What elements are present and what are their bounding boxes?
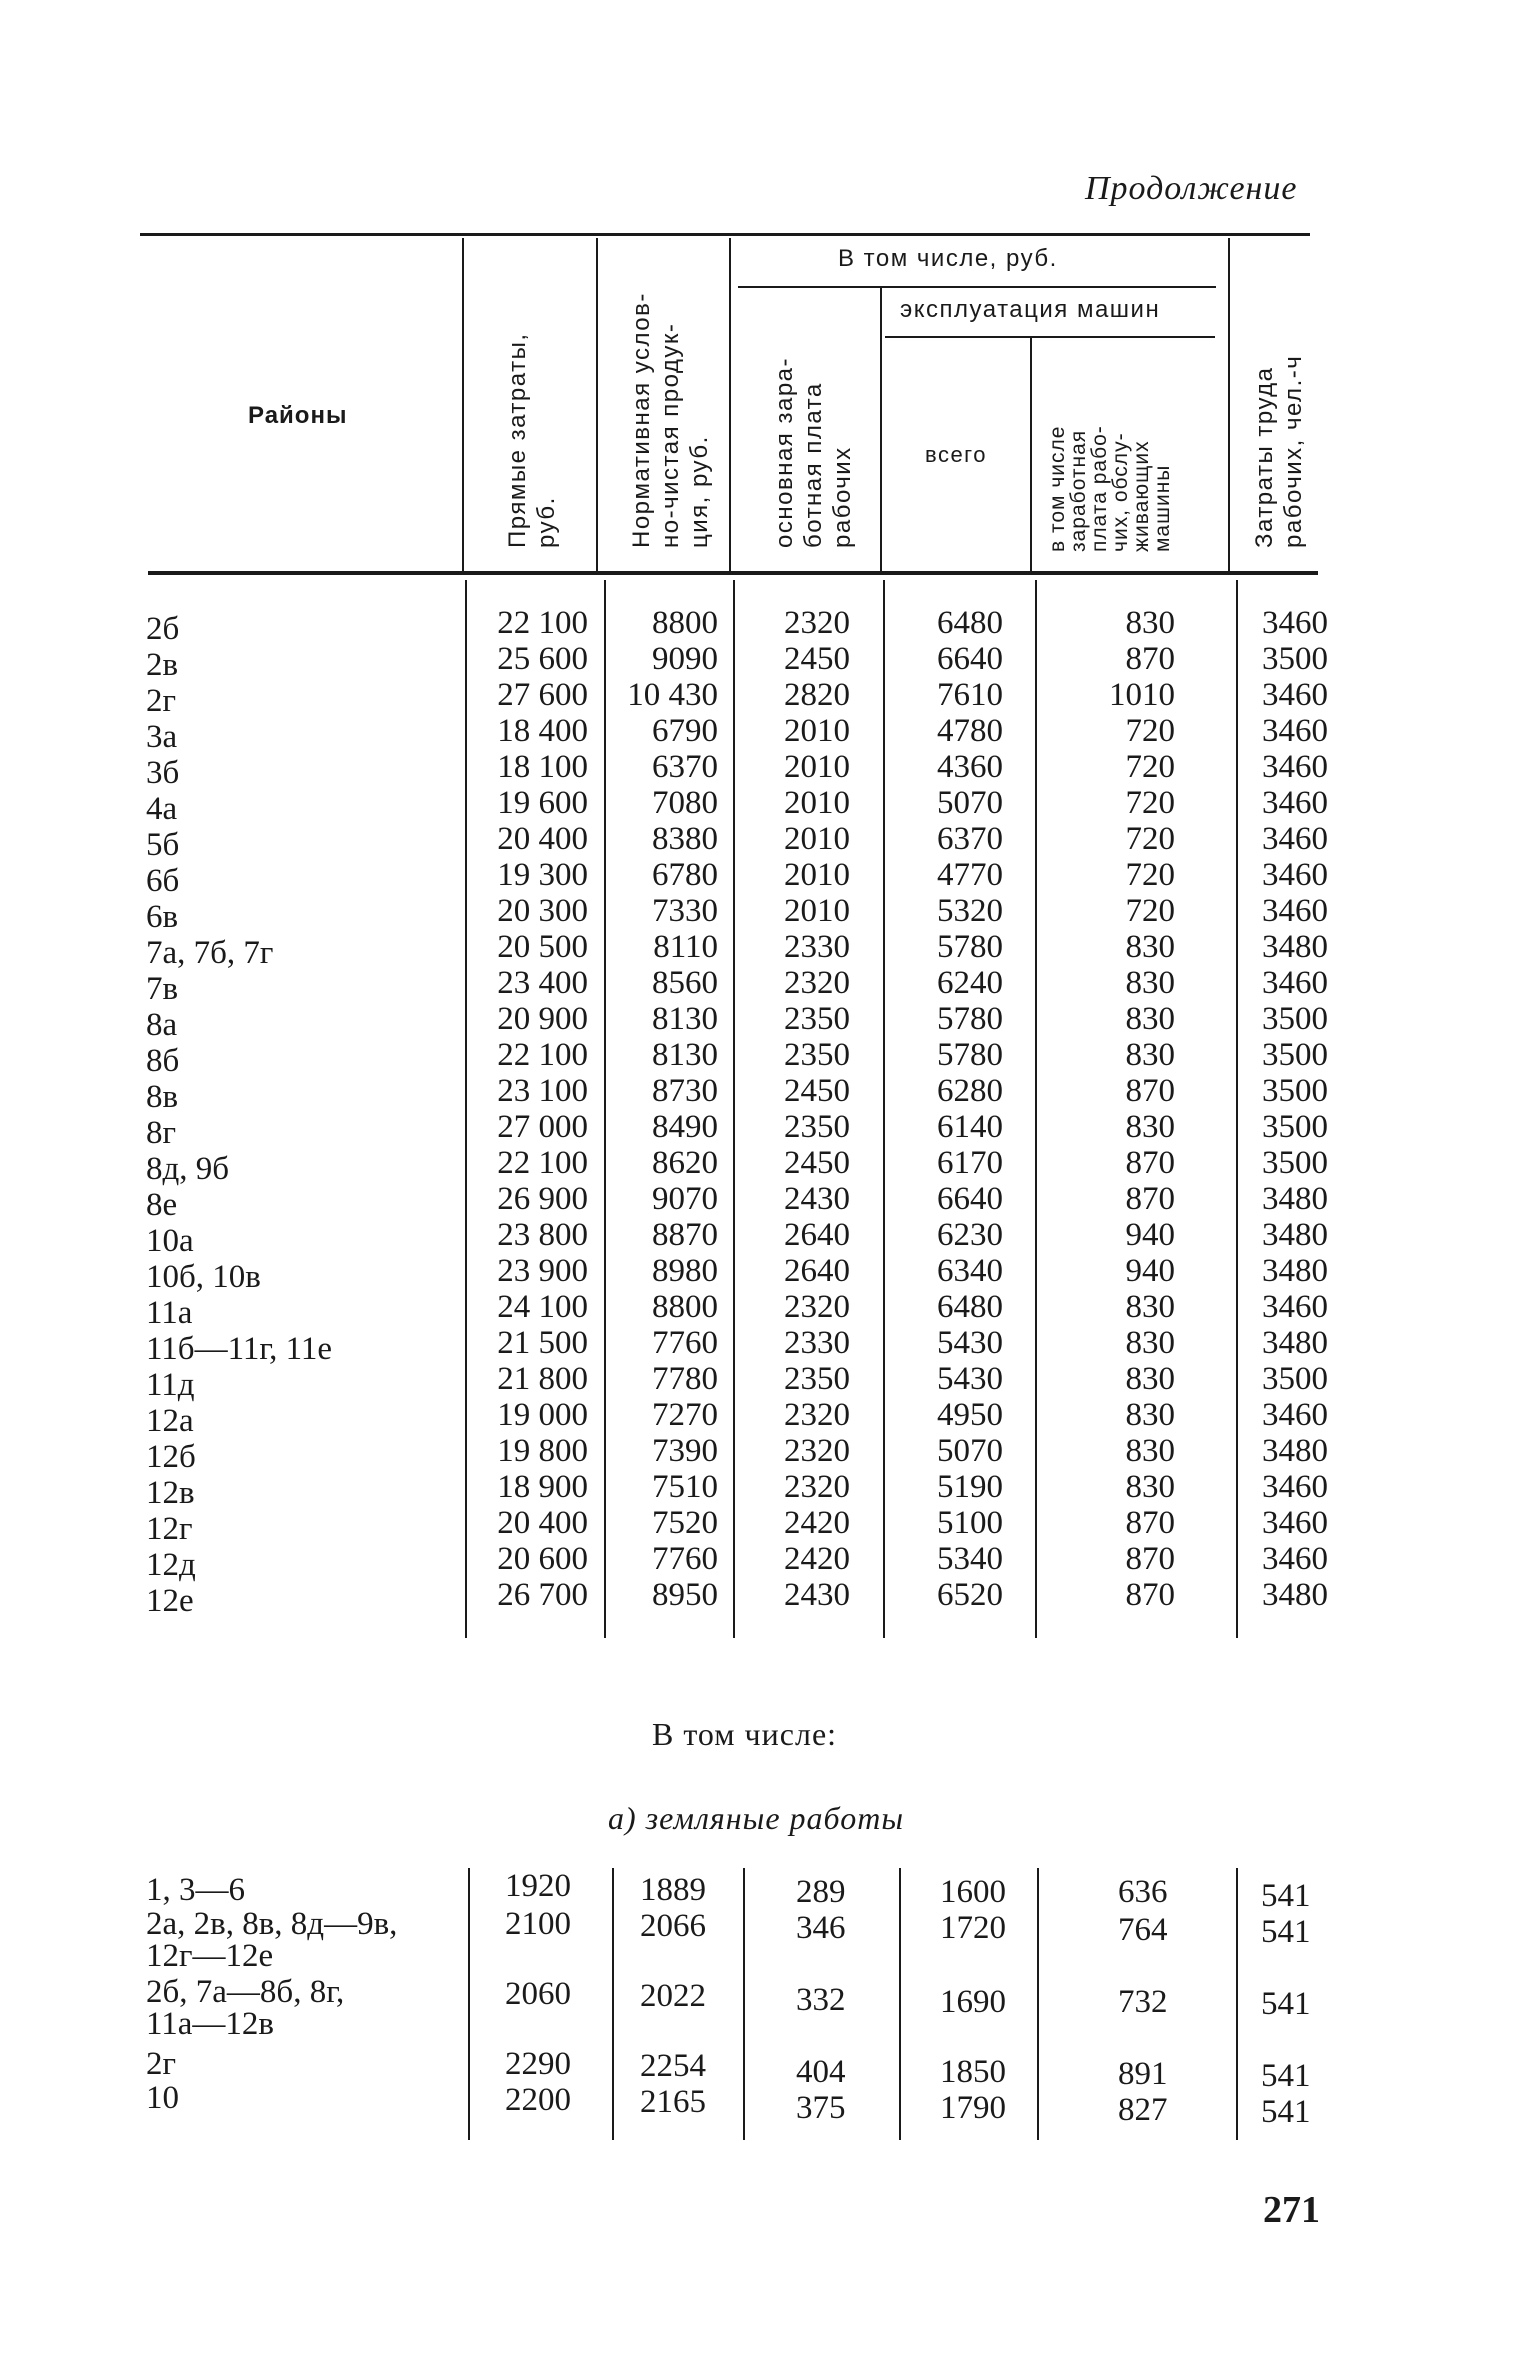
page-number: 271 xyxy=(1263,2189,1320,2231)
cell: 20 400 xyxy=(497,821,588,857)
cell: 8870 xyxy=(652,1217,718,1253)
cell: 3460 xyxy=(1262,749,1328,785)
cell: 8490 xyxy=(652,1109,718,1145)
header-including-rub: В том числе, руб. xyxy=(838,245,1058,272)
header-base-wage: основная зара- ботная плата рабочих xyxy=(771,356,856,548)
cell: 19 300 xyxy=(497,857,588,893)
cell: 5070 xyxy=(937,1433,1003,1469)
earth-cell: 1790 xyxy=(940,2090,1006,2126)
cell: 23 100 xyxy=(497,1073,588,1109)
cell: 830 xyxy=(1125,1361,1175,1397)
cell: 3500 xyxy=(1262,1001,1328,1037)
table-row: 8д, 9б xyxy=(146,1151,230,1187)
cell: 7780 xyxy=(652,1361,718,1397)
cell: 8130 xyxy=(652,1001,718,1037)
cell: 3460 xyxy=(1262,857,1328,893)
cell: 870 xyxy=(1125,1073,1175,1109)
cell: 7610 xyxy=(937,677,1003,713)
cell: 6780 xyxy=(652,857,718,893)
cell: 2450 xyxy=(784,1073,850,1109)
cell: 26 700 xyxy=(497,1577,588,1613)
cell: 10 430 xyxy=(627,677,718,713)
cell: 19 600 xyxy=(497,785,588,821)
cell: 830 xyxy=(1125,1325,1175,1361)
cell: 6640 xyxy=(937,641,1003,677)
cell: 2420 xyxy=(784,1505,850,1541)
cell: 2820 xyxy=(784,677,850,713)
cell: 19 000 xyxy=(497,1397,588,1433)
cell: 2010 xyxy=(784,821,850,857)
cell: 22 100 xyxy=(497,605,588,641)
cell: 8380 xyxy=(652,821,718,857)
cell: 2430 xyxy=(784,1577,850,1613)
cell: 2330 xyxy=(784,929,850,965)
cell: 4780 xyxy=(937,713,1003,749)
earth-region: 1, 3—6 xyxy=(146,1872,245,1908)
cell: 20 500 xyxy=(497,929,588,965)
cell: 830 xyxy=(1125,1397,1175,1433)
earth-cell: 2290 xyxy=(505,2046,571,2082)
table-row: 10б, 10в xyxy=(146,1259,261,1295)
cell: 5780 xyxy=(937,929,1003,965)
cell: 23 900 xyxy=(497,1253,588,1289)
cell: 2330 xyxy=(784,1325,850,1361)
cell: 8950 xyxy=(652,1577,718,1613)
cell: 20 900 xyxy=(497,1001,588,1037)
earth-cell: 2165 xyxy=(640,2084,706,2120)
cell: 870 xyxy=(1125,1577,1175,1613)
earth-cell: 1889 xyxy=(640,1872,706,1908)
cell: 9090 xyxy=(652,641,718,677)
cell: 830 xyxy=(1125,1469,1175,1505)
cell: 8620 xyxy=(652,1145,718,1181)
cell: 5780 xyxy=(937,1037,1003,1073)
cell: 3480 xyxy=(1262,1181,1328,1217)
section-subheading: а) земляные работы xyxy=(608,1800,904,1836)
cell: 3480 xyxy=(1262,1577,1328,1613)
table-row: 2б xyxy=(146,611,180,647)
cell: 2350 xyxy=(784,1037,850,1073)
cell: 3480 xyxy=(1262,1217,1328,1253)
cell: 2450 xyxy=(784,1145,850,1181)
header-machine-operation: эксплуатация машин xyxy=(900,296,1161,323)
earth-cell: 1920 xyxy=(505,1868,571,1904)
earth-cell: 2066 xyxy=(640,1908,706,1944)
cell: 720 xyxy=(1125,713,1175,749)
cell: 3460 xyxy=(1262,1505,1328,1541)
cell: 5320 xyxy=(937,893,1003,929)
cell: 5780 xyxy=(937,1001,1003,1037)
cell: 2320 xyxy=(784,1397,850,1433)
cell: 830 xyxy=(1125,1433,1175,1469)
cell: 8730 xyxy=(652,1073,718,1109)
cell: 5340 xyxy=(937,1541,1003,1577)
earth-cell: 636 xyxy=(1118,1874,1168,1910)
earth-cell: 404 xyxy=(796,2054,846,2090)
cell: 3460 xyxy=(1262,821,1328,857)
cell: 8110 xyxy=(653,929,718,965)
cell: 3460 xyxy=(1262,893,1328,929)
cell: 6140 xyxy=(937,1109,1003,1145)
cell: 7270 xyxy=(652,1397,718,1433)
cell: 20 300 xyxy=(497,893,588,929)
cell: 23 800 xyxy=(497,1217,588,1253)
cell: 3500 xyxy=(1262,1037,1328,1073)
cell: 5430 xyxy=(937,1361,1003,1397)
cell: 3460 xyxy=(1262,1469,1328,1505)
cell: 870 xyxy=(1125,1145,1175,1181)
cell: 5100 xyxy=(937,1505,1003,1541)
cell: 20 600 xyxy=(497,1541,588,1577)
cell: 3460 xyxy=(1262,1397,1328,1433)
cell: 8800 xyxy=(652,1289,718,1325)
earth-cell: 2100 xyxy=(505,1906,571,1942)
earth-cell: 541 xyxy=(1261,1986,1311,2022)
cell: 3500 xyxy=(1262,1109,1328,1145)
cell: 3500 xyxy=(1262,641,1328,677)
table-row: 5б xyxy=(146,827,180,863)
cell: 830 xyxy=(1125,965,1175,1001)
cell: 720 xyxy=(1125,749,1175,785)
cell: 5070 xyxy=(937,785,1003,821)
table-row: 4а xyxy=(146,791,178,827)
cell: 7390 xyxy=(652,1433,718,1469)
cell: 2430 xyxy=(784,1181,850,1217)
earth-region: 2а, 2в, 8в, 8д—9в, xyxy=(146,1906,398,1942)
table-row: 3б xyxy=(146,755,180,791)
earth-region: 12г—12е xyxy=(146,1938,274,1974)
header-total: всего xyxy=(925,442,987,467)
cell: 21 800 xyxy=(497,1361,588,1397)
earth-cell: 289 xyxy=(796,1874,846,1910)
table-row: 7а, 7б, 7г xyxy=(146,935,274,971)
cell: 3480 xyxy=(1262,929,1328,965)
cell: 2010 xyxy=(784,857,850,893)
cell: 22 100 xyxy=(497,1037,588,1073)
cell: 3480 xyxy=(1262,1433,1328,1469)
cell: 2010 xyxy=(784,749,850,785)
cell: 720 xyxy=(1125,857,1175,893)
earth-cell: 346 xyxy=(796,1910,846,1946)
cell: 3460 xyxy=(1262,965,1328,1001)
cell: 5190 xyxy=(937,1469,1003,1505)
cell: 7080 xyxy=(652,785,718,821)
table-row: 6в xyxy=(146,899,179,935)
cell: 3460 xyxy=(1262,1289,1328,1325)
cell: 4770 xyxy=(937,857,1003,893)
cell: 3480 xyxy=(1262,1325,1328,1361)
section-heading: В том числе: xyxy=(652,1716,838,1752)
cell: 940 xyxy=(1125,1253,1175,1289)
earth-cell: 541 xyxy=(1261,1914,1311,1950)
earth-cell: 2200 xyxy=(505,2082,571,2118)
cell: 830 xyxy=(1125,929,1175,965)
cell: 6640 xyxy=(937,1181,1003,1217)
cell: 6370 xyxy=(937,821,1003,857)
cell: 18 400 xyxy=(497,713,588,749)
earth-cell: 827 xyxy=(1118,2092,1168,2128)
cell: 3460 xyxy=(1262,713,1328,749)
cell: 2450 xyxy=(784,641,850,677)
cell: 3460 xyxy=(1262,605,1328,641)
earth-cell: 1720 xyxy=(940,1910,1006,1946)
cell: 3500 xyxy=(1262,1145,1328,1181)
earth-region: 2б, 7а—8б, 8г, xyxy=(146,1974,345,2010)
cell: 7330 xyxy=(652,893,718,929)
cell: 830 xyxy=(1125,1109,1175,1145)
table-row: 8а xyxy=(146,1007,178,1043)
cell: 3500 xyxy=(1262,1073,1328,1109)
earth-cell: 1600 xyxy=(940,1874,1006,1910)
cell: 6340 xyxy=(937,1253,1003,1289)
cell: 870 xyxy=(1125,1181,1175,1217)
earth-cell: 332 xyxy=(796,1982,846,2018)
cell: 2350 xyxy=(784,1361,850,1397)
cell: 3480 xyxy=(1262,1253,1328,1289)
table-row: 11б—11г, 11е xyxy=(146,1331,333,1367)
earth-cell: 541 xyxy=(1261,1878,1311,1914)
cell: 26 900 xyxy=(497,1181,588,1217)
cell: 2350 xyxy=(784,1109,850,1145)
earth-cell: 1690 xyxy=(940,1984,1006,2020)
table-row: 12б xyxy=(146,1439,196,1475)
header-direct-costs: Прямые затраты, руб. xyxy=(504,332,560,548)
cell: 27 000 xyxy=(497,1109,588,1145)
table-row: 7в xyxy=(146,971,179,1007)
table-row: 11д xyxy=(146,1367,195,1403)
cell: 720 xyxy=(1125,785,1175,821)
cell: 5430 xyxy=(937,1325,1003,1361)
cell: 1010 xyxy=(1109,677,1175,713)
header-normative-product: Нормативная услов- но-чистая продук- ция, руб. xyxy=(628,292,713,548)
cell: 2420 xyxy=(784,1541,850,1577)
cell: 19 800 xyxy=(497,1433,588,1469)
earth-cell: 375 xyxy=(796,2090,846,2126)
cell: 6230 xyxy=(937,1217,1003,1253)
header-incl-wage: в том числе заработная плата рабо- чих, обслу- живающих машины xyxy=(1046,425,1174,552)
cell: 24 100 xyxy=(497,1289,588,1325)
cell: 830 xyxy=(1125,605,1175,641)
cell: 4950 xyxy=(937,1397,1003,1433)
table-row: 8б xyxy=(146,1043,180,1079)
earth-cell: 2022 xyxy=(640,1978,706,2014)
cell: 9070 xyxy=(652,1181,718,1217)
cell: 6370 xyxy=(652,749,718,785)
earth-cell: 732 xyxy=(1118,1984,1168,2020)
cell: 2010 xyxy=(784,893,850,929)
cell: 870 xyxy=(1125,1505,1175,1541)
cell: 870 xyxy=(1125,1541,1175,1577)
cell: 3460 xyxy=(1262,1541,1328,1577)
cell: 830 xyxy=(1125,1037,1175,1073)
cell: 6240 xyxy=(937,965,1003,1001)
cell: 6790 xyxy=(652,713,718,749)
cell: 7510 xyxy=(652,1469,718,1505)
earth-region: 2г xyxy=(146,2046,177,2082)
cell: 22 100 xyxy=(497,1145,588,1181)
cell: 2640 xyxy=(784,1253,850,1289)
cell: 6520 xyxy=(937,1577,1003,1613)
table-row: 10а xyxy=(146,1223,194,1259)
cell: 2350 xyxy=(784,1001,850,1037)
table-row: 2в xyxy=(146,647,179,683)
cell: 8560 xyxy=(652,965,718,1001)
table-row: 12е xyxy=(146,1583,194,1619)
cell: 2640 xyxy=(784,1217,850,1253)
cell: 870 xyxy=(1125,641,1175,677)
cell: 2320 xyxy=(784,605,850,641)
cell: 830 xyxy=(1125,1289,1175,1325)
header-regions: Районы xyxy=(248,402,348,429)
cell: 2320 xyxy=(784,1433,850,1469)
earth-cell: 891 xyxy=(1118,2056,1168,2092)
continuation-label: Продолжение xyxy=(1085,170,1298,207)
cell: 2010 xyxy=(784,713,850,749)
earth-cell: 2254 xyxy=(640,2048,706,2084)
table-row: 3а xyxy=(146,719,178,755)
cell: 7520 xyxy=(652,1505,718,1541)
table-row: 8в xyxy=(146,1079,179,1115)
cell: 2320 xyxy=(784,1469,850,1505)
table-row: 6б xyxy=(146,863,180,899)
earth-region: 11а—12в xyxy=(146,2006,275,2042)
cell: 3460 xyxy=(1262,677,1328,713)
cell: 23 400 xyxy=(497,965,588,1001)
table-row: 11а xyxy=(146,1295,193,1331)
cell: 27 600 xyxy=(497,677,588,713)
cell: 21 500 xyxy=(497,1325,588,1361)
cell: 3500 xyxy=(1262,1361,1328,1397)
cell: 4360 xyxy=(937,749,1003,785)
cell: 3460 xyxy=(1262,785,1328,821)
earth-cell: 541 xyxy=(1261,2058,1311,2094)
cell: 2320 xyxy=(784,965,850,1001)
table-row: 8г xyxy=(146,1115,177,1151)
earth-cell: 541 xyxy=(1261,2094,1311,2130)
cell: 7760 xyxy=(652,1325,718,1361)
table-row: 2г xyxy=(146,683,177,719)
header-labor-costs: Затраты труда рабочих, чел.-ч xyxy=(1251,354,1307,548)
cell: 7760 xyxy=(652,1541,718,1577)
cell: 720 xyxy=(1125,821,1175,857)
cell: 18 100 xyxy=(497,749,588,785)
cell: 18 900 xyxy=(497,1469,588,1505)
cell: 6480 xyxy=(937,1289,1003,1325)
cell: 8980 xyxy=(652,1253,718,1289)
cell: 940 xyxy=(1125,1217,1175,1253)
cell: 2320 xyxy=(784,1289,850,1325)
table-row: 12а xyxy=(146,1403,194,1439)
cell: 830 xyxy=(1125,1001,1175,1037)
cell: 25 600 xyxy=(497,641,588,677)
earth-region: 10 xyxy=(146,2080,179,2116)
cell: 6170 xyxy=(937,1145,1003,1181)
cell: 2010 xyxy=(784,785,850,821)
cell: 720 xyxy=(1125,893,1175,929)
earth-cell: 764 xyxy=(1118,1912,1168,1948)
table-row: 12г xyxy=(146,1511,193,1547)
table-row: 12в xyxy=(146,1475,195,1511)
table-row: 8е xyxy=(146,1187,178,1223)
cell: 8800 xyxy=(652,605,718,641)
earth-cell: 2060 xyxy=(505,1976,571,2012)
cell: 6280 xyxy=(937,1073,1003,1109)
cell: 20 400 xyxy=(497,1505,588,1541)
table-row: 12д xyxy=(146,1547,196,1583)
cell: 6480 xyxy=(937,605,1003,641)
earth-cell: 1850 xyxy=(940,2054,1006,2090)
cell: 8130 xyxy=(652,1037,718,1073)
